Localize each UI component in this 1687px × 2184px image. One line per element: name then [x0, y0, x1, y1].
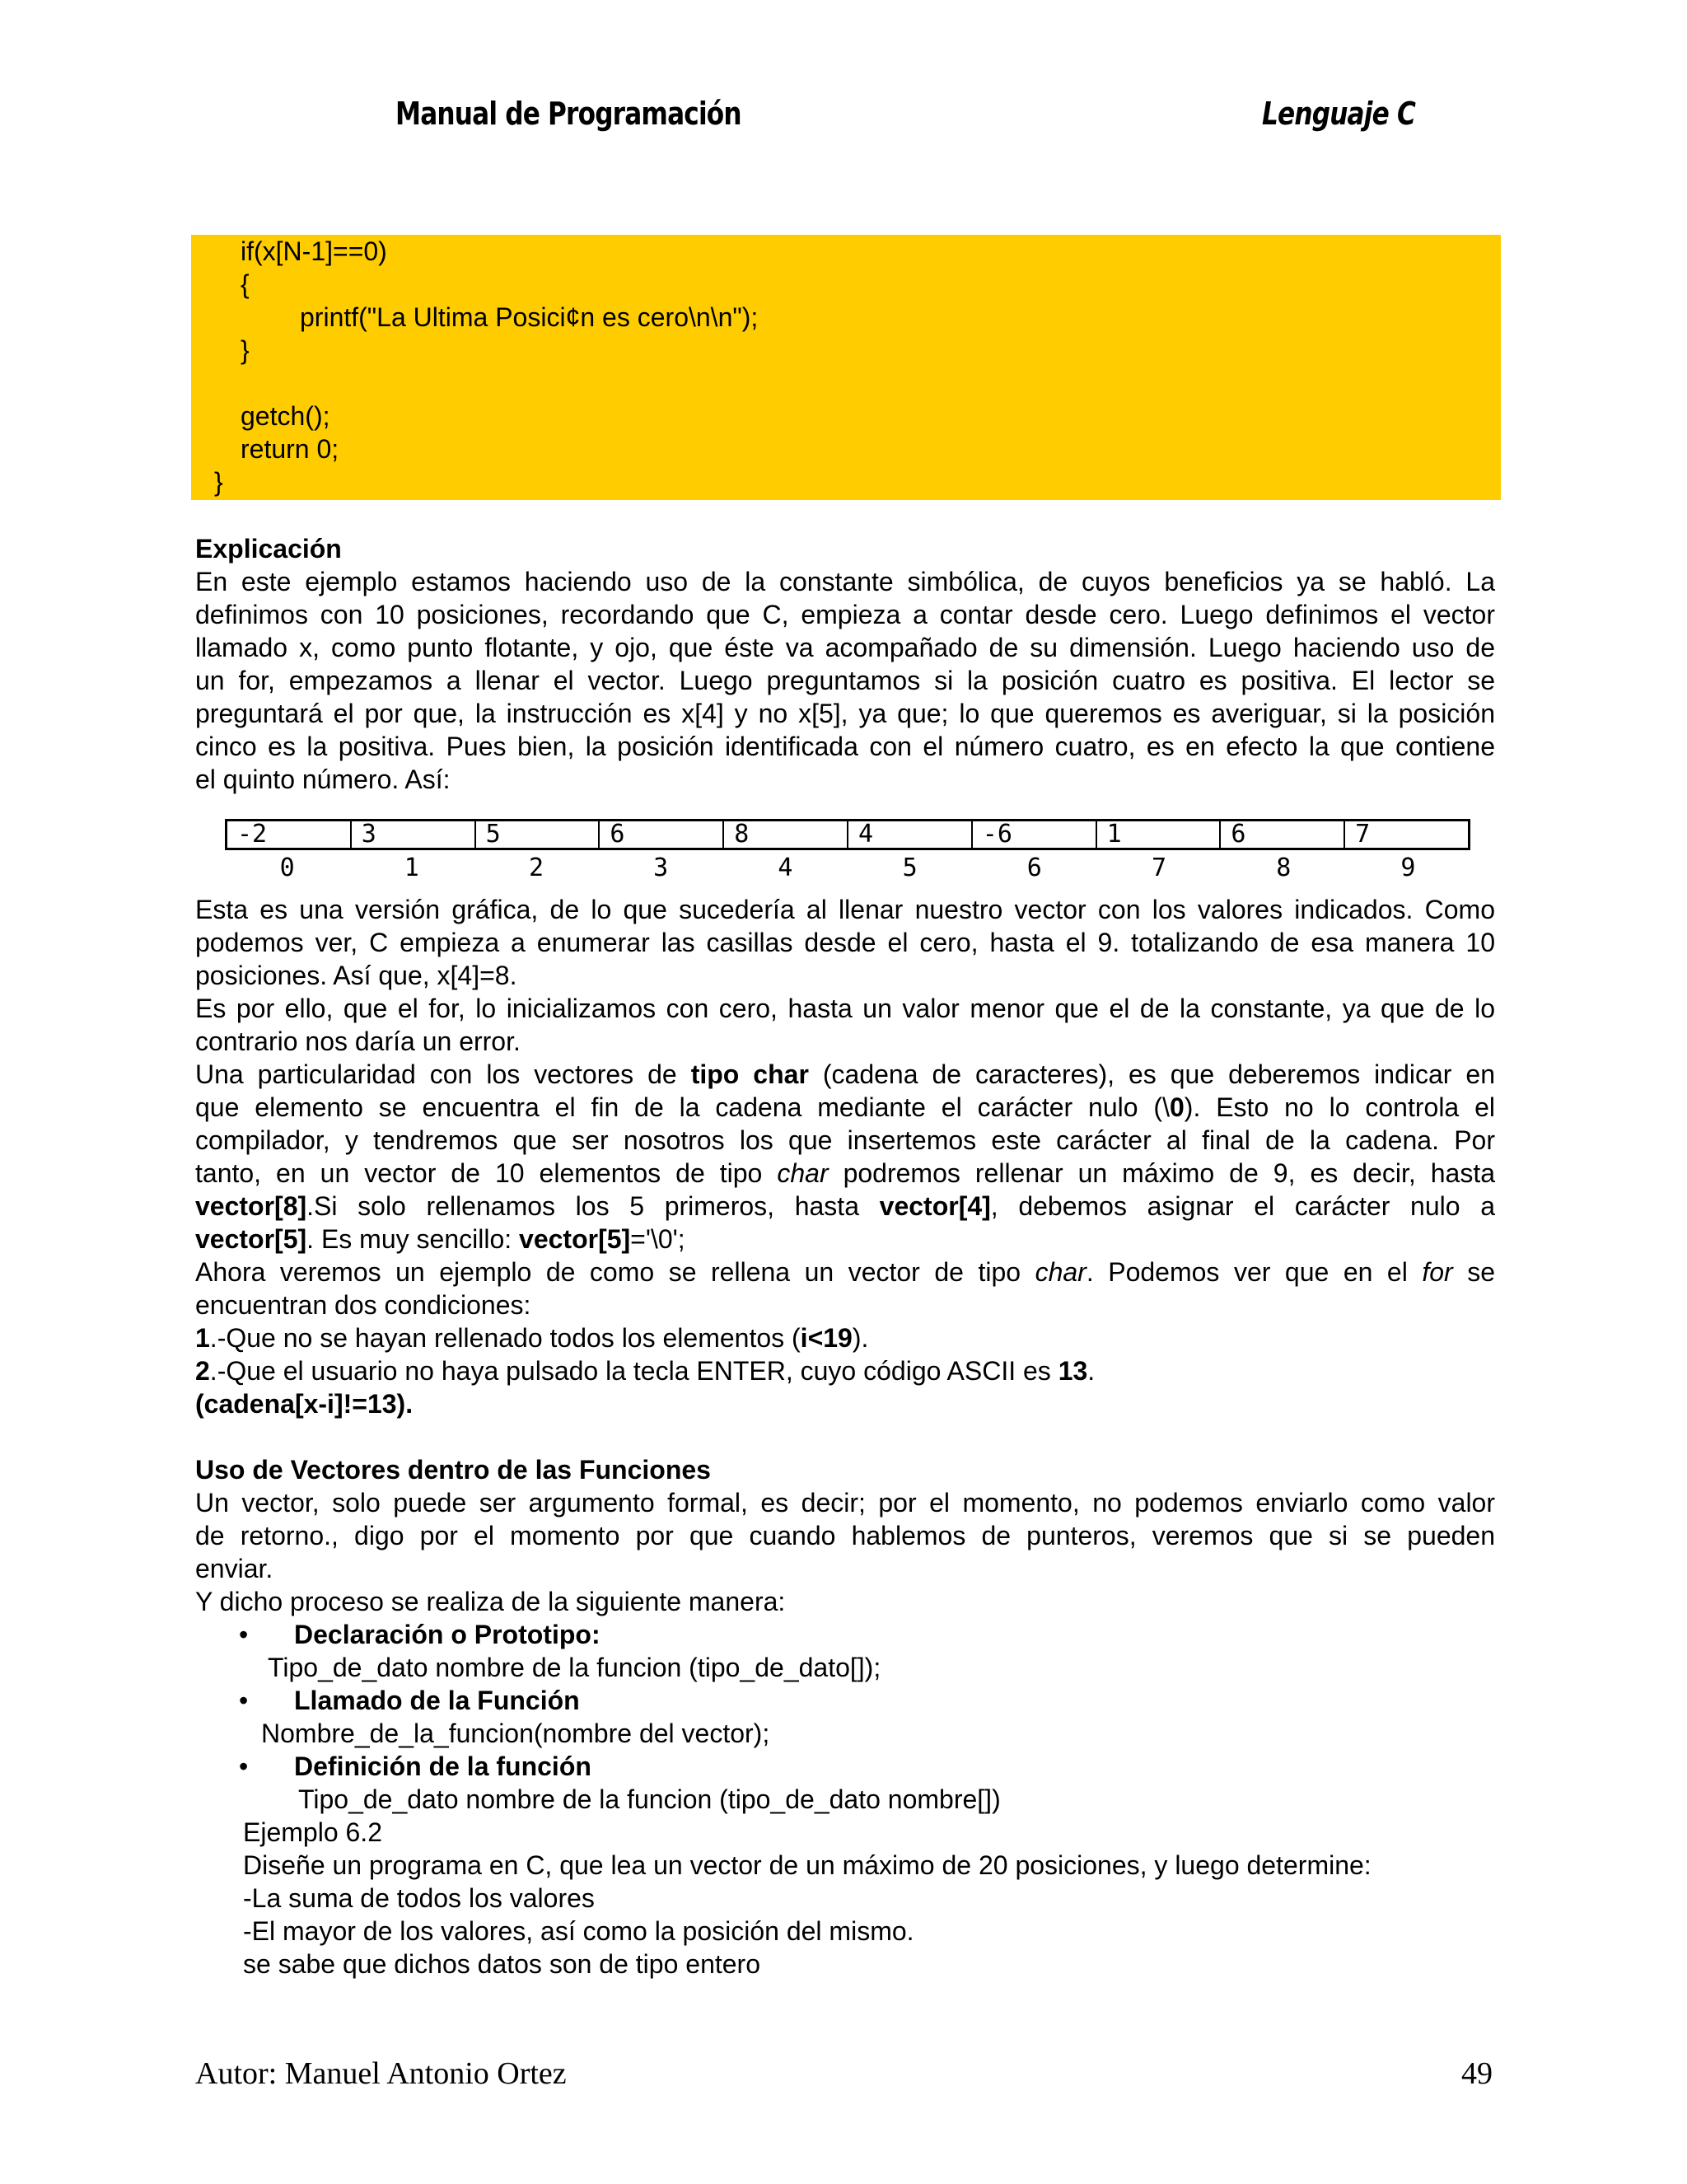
- paragraph-line: podemos ver, C empieza a enumerar las casillas desde el cero, hasta el 9. totalizando de esa manera 10: [195, 928, 1495, 957]
- condition-1: 1.-Que no se hayan rellenado todos los elementos (i<19).: [195, 1323, 869, 1353]
- header-language-title: Lenguaje C: [1262, 96, 1416, 132]
- condition-code: (cadena[x-i]!=13).: [195, 1389, 414, 1419]
- code-block: [191, 235, 1501, 500]
- bullet-icon: •: [239, 1620, 249, 1649]
- bullet-text: Nombre_de_la_funcion(nombre del vector);: [261, 1719, 770, 1748]
- vector-index: 2: [528, 853, 544, 882]
- bullet-text: Tipo_de_dato nombre de la funcion (tipo_de_dato[]);: [268, 1653, 881, 1682]
- example-line: se sabe que dichos datos son de tipo entero: [243, 1949, 760, 1979]
- vector-index: 3: [653, 853, 669, 882]
- paragraph-line: enviar.: [195, 1554, 273, 1583]
- vector-cell: 3: [352, 821, 476, 848]
- paragraph-line: Una particularidad con los vectores de tipo char (cadena de caracteres), es que deberemos indicar en: [195, 1059, 1496, 1089]
- vector-table: [225, 819, 1470, 850]
- code-line: getch();: [241, 401, 330, 431]
- vector-cell: 4: [848, 821, 973, 848]
- vector-cell: 6: [600, 821, 724, 848]
- paragraph-line: Un vector, solo puede ser argumento formal, es decir; por el momento, no podemos enviarlo como valor: [195, 1488, 1495, 1518]
- vector-cell: 7: [1355, 820, 1371, 849]
- bullet-title: Declaración o Prototipo:: [294, 1620, 600, 1649]
- bullet-icon: •: [239, 1686, 249, 1715]
- vector-index: 1: [404, 853, 419, 882]
- paragraph-line: cinco es la positiva. Pues bien, la posición identificada con el número cuatro, es en efecto la que contiene: [195, 732, 1495, 761]
- example-line: -El mayor de los valores, así como la posición del mismo.: [243, 1916, 914, 1946]
- code-line: printf("La Ultima Posici¢n es cero\n\n");: [300, 302, 759, 332]
- paragraph-line: definimos con 10 posiciones, recordando que C, empieza a contar desde cero. Luego definimos el vector: [195, 600, 1495, 629]
- paragraph-line: encuentran dos condiciones:: [195, 1290, 531, 1320]
- paragraph-line: Y dicho proceso se realiza de la siguiente manera:: [195, 1587, 786, 1616]
- paragraph-line: contrario nos daría un error.: [195, 1027, 521, 1056]
- vector-index: 6: [1026, 853, 1042, 882]
- paragraph-line: compilador, y tendremos que ser nosotros los que insertemos este carácter al final de la cadena. Por: [195, 1125, 1495, 1155]
- example-line: Diseñe un programa en C, que lea un vector de un máximo de 20 posiciones, y luego determine:: [243, 1850, 1372, 1880]
- vector-cell: -2: [227, 821, 352, 848]
- code-line: if(x[N-1]==0): [241, 236, 387, 266]
- bullet-text: Tipo_de_dato nombre de la funcion (tipo_de_dato nombre[]): [298, 1784, 1001, 1814]
- paragraph-line: Es por ello, que el for, lo inicializamos con cero, hasta un valor menor que el de la constante, ya que de lo: [195, 994, 1495, 1023]
- vector-index: 7: [1151, 853, 1167, 882]
- vector-cell: 6: [1221, 821, 1345, 848]
- vector-index: 0: [279, 853, 295, 882]
- vector-cell: 1: [1097, 821, 1222, 848]
- vector-index-row: [225, 853, 1470, 883]
- paragraph-line: Ahora veremos un ejemplo de como se rellena un vector de tipo char. Podemos ver que en el for se: [195, 1257, 1496, 1287]
- code-line: }: [241, 335, 250, 365]
- header-manual-title: Manual de Programación: [395, 96, 741, 132]
- example-line: -La suma de todos los valores: [243, 1883, 595, 1913]
- vector-cell: 5: [476, 821, 600, 848]
- paragraph-line: llamado x, como punto flotante, y ojo, que éste va acompañado de su dimensión. Luego haciendo uso de: [195, 633, 1495, 662]
- code-line: return 0;: [241, 434, 339, 464]
- bullet-icon: •: [239, 1751, 249, 1781]
- paragraph-line: preguntará el por que, la instrucción es x[4] y no x[5], ya que; lo que queremos es averiguar, si la posición: [195, 699, 1495, 728]
- paragraph-line: vector[5]. Es muy sencillo: vector[5]='\0';: [195, 1224, 685, 1254]
- vector-index: 5: [902, 853, 918, 882]
- footer-author: Autor: Manuel Antonio Ortez: [195, 2056, 567, 2091]
- example-title: Ejemplo 6.2: [243, 1817, 382, 1847]
- vector-index: 4: [778, 853, 793, 882]
- bullet-title: Llamado de la Función: [294, 1686, 580, 1715]
- condition-2: 2.-Que el usuario no haya pulsado la tecla ENTER, cuyo código ASCII es 13.: [195, 1356, 1096, 1386]
- paragraph-line: En este ejemplo estamos haciendo uso de la constante simbólica, de cuyos beneficios ya se habló. La: [195, 567, 1495, 596]
- bullet-title: Definición de la función: [294, 1751, 591, 1781]
- paragraph-line: posiciones. Así que, x[4]=8.: [195, 961, 517, 990]
- code-line: {: [241, 269, 250, 299]
- paragraph-line: que elemento se encuentra el fin de la cadena mediante el carácter nulo (\0). Esto no lo controla el: [195, 1092, 1496, 1122]
- vector-cell: -6: [973, 821, 1097, 848]
- vector-index: 8: [1276, 853, 1292, 882]
- code-line: }: [214, 467, 223, 497]
- paragraph-line: vector[8].Si solo rellenamos los 5 primeros, hasta vector[4], debemos asignar el carácter nulo a: [195, 1191, 1496, 1221]
- paragraph-line: tanto, en un vector de 10 elementos de tipo char podremos rellenar un máximo de 9, es decir, hasta: [195, 1158, 1496, 1188]
- vector-index: 9: [1400, 853, 1416, 882]
- paragraph-line: un for, empezamos a llenar el vector. Luego preguntamos si la posición cuatro es positiva. El lector se: [195, 666, 1495, 695]
- paragraph-line: el quinto número. Así:: [195, 765, 451, 794]
- section-title-explicacion: Explicación: [195, 534, 342, 564]
- paragraph-line: Esta es una versión gráfica, de lo que sucedería al llenar nuestro vector con los valores indicados. Como: [195, 895, 1495, 924]
- page-number: 49: [1461, 2056, 1493, 2091]
- paragraph-line: de retorno., digo por el momento por que cuando hablemos de punteros, veremos que si se pueden: [195, 1521, 1495, 1550]
- section-title-funciones: Uso de Vectores dentro de las Funciones: [195, 1455, 711, 1485]
- vector-cell: 8: [724, 821, 848, 848]
